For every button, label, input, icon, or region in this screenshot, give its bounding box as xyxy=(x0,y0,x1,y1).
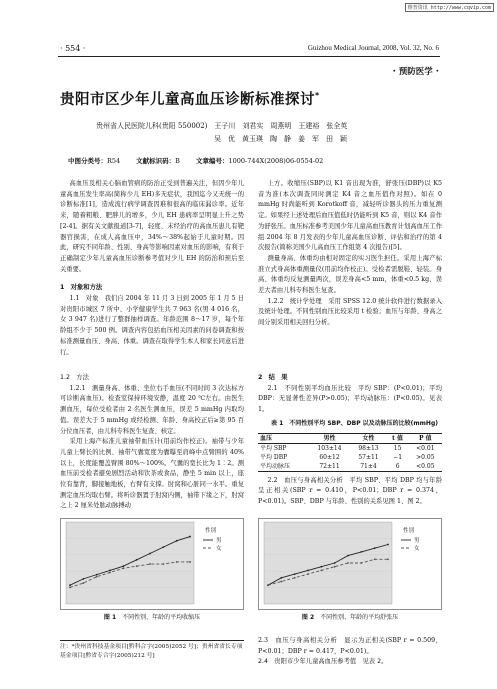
bp-measure-paragraph: 上方。收缩压(SBP)以 K1 音出现为准，舒张压(DBP)以 K5 音为准(本次调查同时测定 K4 音之血压值作对照)。如在 0 mmHg 时尚能听到 Korotkoff 音，减轻听诊器头的压力重复测定。如果经上述处理后血压值低时仍能听到 K5 音，则以 K4 音作为舒张压。血压标准参考美国少年儿童高血压教育计划高血压工作组 2004 年 8 月发表的少年儿童高血压诊断、评估和治疗的第 4 次报告(简称美国少儿高血压工作组第 4 次报告)[5]。 xyxy=(258,180,442,252)
result-paragraph-3: 2.3 血压与身高相关分析 显示为正相关(SBP r = 0.509，P<0.01；DBP r = 0.417，P<0.01)。 xyxy=(258,637,442,655)
right-column-bottom xyxy=(258,636,442,668)
data-point xyxy=(136,565,138,567)
data-point xyxy=(82,578,84,580)
title-footnote-mark: * xyxy=(315,91,320,101)
table-cell: 71±4 xyxy=(360,462,377,470)
figure-1-chart xyxy=(60,518,244,610)
header-rule xyxy=(58,56,440,57)
article-title-text: 贵阳市区少年儿童高血压诊断标准探讨 xyxy=(60,92,315,108)
data-point xyxy=(280,577,282,579)
figure-2-caption: 图 2 不同性别、年龄的平均舒张压 xyxy=(301,614,399,621)
clc-number: 中图分类号：R54 xyxy=(68,157,121,165)
data-point xyxy=(374,558,376,560)
data-point xyxy=(347,555,349,557)
data-point xyxy=(82,582,84,584)
data-point xyxy=(69,586,71,588)
result-paragraph-1: 2.1 不同性别平均血压比较 平均 SBP：(P<0.01)；平均 DBP：无显著性差异(P>0.05)；平均动脉压：(P<0.05)。见表 1。 xyxy=(258,384,442,414)
table-cell: 57±11 xyxy=(358,453,379,461)
data-point xyxy=(334,566,336,568)
table-header: P 值 xyxy=(419,434,432,442)
page-number: · 554 · xyxy=(60,44,86,53)
right-column-top xyxy=(258,179,442,329)
author-line-2: 吴 优 黄玉瑛 陶 静 姜 军 田 颖 xyxy=(214,135,347,143)
journal-header: Guizhou Medical Journal, 2008, Vol. 32, No. 6 xyxy=(307,44,439,52)
data-point xyxy=(347,562,349,564)
table-cell: 平均 SBP xyxy=(260,444,287,452)
author-line-1: 贵州省人民医院儿科(贵阳 550002) 王子川 刘君实 周燕明 王建裕 张全英 xyxy=(96,122,348,130)
data-point xyxy=(320,570,322,572)
legend-label: 女 xyxy=(414,546,420,552)
data-point xyxy=(387,544,389,546)
table-cell: 72±11 xyxy=(319,462,340,470)
table-cell: 6 xyxy=(395,462,400,470)
table-cell: 103±14 xyxy=(317,444,342,452)
table-row xyxy=(258,453,442,462)
result-paragraph-2: 2.2 血压与身高相关分析 平均 SBP、平均 DBP 均与年龄呈正相关(SBP r = 0.410，P<0.01；DBP r = 0.374，P<0.01)。SBP、DBP 与年龄、性别的关系见图 1、图 2。 xyxy=(258,476,442,505)
subjects-paragraph: 1.1 对象 我们自 2004 年 11 月 3 日到 2005 年 1 月 5 日对贵阳市城区 7 所中、小学健康学生共 7 963 名(男 4 016 名，女 3 947 名)进行了整群抽样调查。年龄范围 8～17 岁，每个年龄组不少于 500 例。调查内容包括血压相关因素的问卷调查和按标准测量血压、身高、体重。调查在取得学生本人和家长同意后进行。 xyxy=(60,295,244,356)
data-point xyxy=(189,561,191,563)
table-header: 男性 xyxy=(323,434,336,442)
data-point xyxy=(122,567,124,569)
data-point xyxy=(307,573,309,575)
section-heading-methods: 1 对象和方法 xyxy=(60,284,103,292)
table-cell: >0.05 xyxy=(416,453,435,461)
author-block xyxy=(96,120,347,146)
right-column-middle xyxy=(258,373,442,508)
legend-label: 男 xyxy=(216,538,222,544)
intro-paragraph: 高血压及相关心脑血管病的防治正受到普遍关注，但因少年儿童高血压发生率高(简称少儿 EH)多无症状，我国迄今又无统一的诊断标准[1]，造成流行病学调查因难和很高的临床漏诊率。近年来，随着粗粮、肥胖儿的增多，少儿 EH 患病率呈明显上升之势[2-4]。据有关文献报道[3-7]，轻度、未经治疗的高血压患儿有靶器官损害，在成人高血压中，34%～38%起始于儿童时期。因此，研究不同年龄、性别、身高等影响因素对血压的影响，有利于正确制定少年儿童高血压诊断参考值对少儿 EH 的防治和预后至关重要。 xyxy=(60,180,244,273)
data-point xyxy=(360,562,362,564)
height-weight-paragraph: 测量身高、体重均由相对固定的实习医生担任。采用上海产标准立式身高体重测量仪(用前均作校正)。受检者需脱鞋、轻装。身高、体重均反复测量两次，误差身高<5 mm，体重<0.5 kg，误差大者由儿科专科医生复查。 xyxy=(258,254,442,295)
table-row xyxy=(258,462,442,472)
section-tag: · 预防医学 · xyxy=(392,67,439,77)
table-header: t 值 xyxy=(392,434,404,442)
data-point xyxy=(122,565,124,567)
table-header: 血压 xyxy=(260,434,273,442)
legend-title: 性别 xyxy=(403,528,415,534)
table-caption: 表 1 不同性别平均 SBP、DBP 以及动脉压的比较(mmHg) xyxy=(271,419,438,427)
data-point xyxy=(96,576,98,578)
data-point xyxy=(109,572,111,574)
method-paragraph-2: 采用上海产标准儿童袖带血压计(用前均作校正)。袖带与少年儿童上臂长的比例、袖带气囊宽度为囊曝至肩峰中点臂围的 40%以上，长度能覆盖臂围 80%～100%。气囊的宽长比为 1∶2。测血压前受检者避免剧烈活动和饮茶或食品，静坐 5 min 以上，座位有靠背，脚接触地板，右臂有支撑。肘窝和心脏同一水平。重复测定血压均取右臂。将听诊器置于肘窝内侧，袖带下缘之下，肘窝之上 2 厘米处肱动脉搏动 xyxy=(60,438,244,510)
plot-area xyxy=(264,522,392,604)
table-header-row xyxy=(258,433,442,443)
table-header: 女性 xyxy=(362,434,375,442)
data-point xyxy=(149,553,151,555)
table-cell: <0.01 xyxy=(416,444,435,452)
data-point xyxy=(334,562,336,564)
data-point xyxy=(149,563,151,565)
data-point xyxy=(280,581,282,583)
data-point xyxy=(294,577,296,579)
article-title xyxy=(60,88,320,109)
table-cell: <0.05 xyxy=(416,462,435,470)
table-cell: 98±13 xyxy=(358,444,379,452)
watermark: 维普资讯 http://www.cqvip.com xyxy=(405,3,494,12)
data-point xyxy=(387,558,389,560)
table-cell: −1 xyxy=(393,453,403,461)
data-point xyxy=(162,563,164,565)
figure-1 xyxy=(60,518,244,621)
doc-code: 文献标识码：B xyxy=(136,157,180,165)
left-column-top xyxy=(60,179,244,358)
left-column-middle xyxy=(60,373,244,512)
table-cell: 60±12 xyxy=(319,453,340,461)
table-cell: 平均动脉压 xyxy=(260,462,291,470)
data-point xyxy=(109,570,111,572)
legend-label: 女 xyxy=(216,546,222,552)
subheading-methods: 1.2 方法 xyxy=(60,374,89,381)
data-point xyxy=(307,570,309,572)
section-heading-results: 2 结 果 xyxy=(258,374,288,381)
data-point xyxy=(320,566,322,568)
data-point xyxy=(162,546,164,548)
figure-2 xyxy=(258,518,442,621)
article-meta xyxy=(68,156,323,165)
table-cell: 平均 DBP xyxy=(260,453,288,461)
data-point xyxy=(96,574,98,576)
data-point xyxy=(136,559,138,561)
data-point xyxy=(176,540,178,542)
table-cell: 15 xyxy=(393,444,402,452)
data-point xyxy=(69,584,71,586)
statistics-paragraph: 1.2.2 统计学处理 采用 SPSS 12.0 统计软件进行数据录入及统计处理。不同性别血压比较采用 t 检验；血压与年龄、身高之间分别采用相关回归分析。 xyxy=(258,297,442,327)
legend-title: 性别 xyxy=(205,528,217,534)
legend-label: 男 xyxy=(414,538,420,544)
table-row xyxy=(258,443,442,453)
data-point xyxy=(374,547,376,549)
footnote: 注：*贵州省科技基金项目[黔科合字(2005)2052 号]；贵州省省长专项基金项目[黔省专合字(2005)212 号] xyxy=(60,640,244,661)
article-id: 文章编号：1000-744X(2008)06-0554-02 xyxy=(195,157,324,165)
data-point xyxy=(189,536,191,538)
data-point xyxy=(294,573,296,575)
figure-2-chart xyxy=(258,518,442,610)
data-point xyxy=(176,561,178,563)
data-point xyxy=(360,551,362,553)
figure-1-caption: 图 1 不同性别、年龄的平均收缩压 xyxy=(103,614,201,621)
method-paragraph-1: 1.2.1 测量身高、体重、坐位右手血压(不同时间 3 次达标方可诊断高血压)。检查室保持环境安静，温度 20 ℃左右。由医生测血压，每位受检者由 2 名医生测血压，误差 5 mmHg 内取均值。误差大于 5 mmHg 或经检测、年龄、身高校正后≥第 95 百分位血压者，由儿科专科医生复查、核定。 xyxy=(60,384,244,435)
bp-comparison-table xyxy=(258,433,442,472)
data-point xyxy=(267,584,269,586)
result-paragraph-4: 2.4 贵阳市少年儿童高血压参考值 见表 2。 xyxy=(258,658,388,666)
